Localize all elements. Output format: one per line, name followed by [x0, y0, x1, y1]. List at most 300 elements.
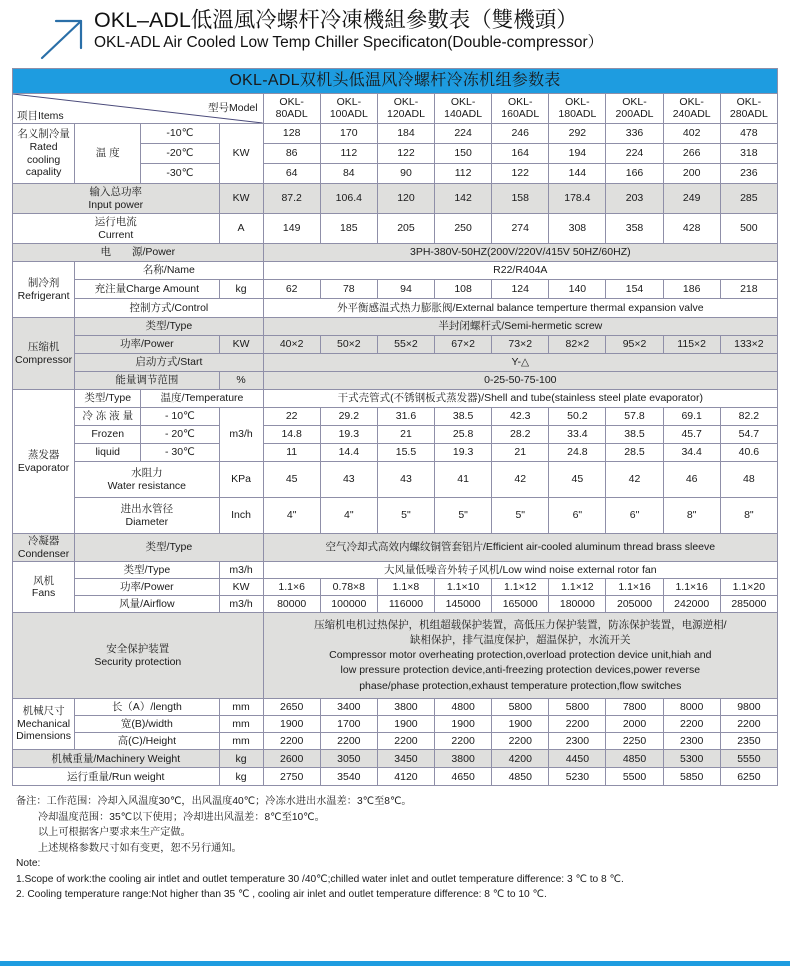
cell: 42: [492, 462, 549, 498]
cell: 5800: [549, 699, 606, 716]
cell: 112: [435, 164, 492, 184]
condenser-label: [13, 534, 75, 562]
refrigerant-name-label: 名称/Name: [75, 262, 263, 280]
items-label: 项目Items: [17, 109, 64, 122]
model-prefix: OKL-: [622, 95, 647, 108]
cell: 0.78×8: [320, 579, 377, 596]
dimension-unit: mm: [219, 699, 263, 716]
dimensions-label-en2: Dimensions: [16, 730, 71, 743]
fans-power-unit: KW: [219, 579, 263, 596]
cell: 45.7: [663, 426, 720, 444]
cell: 3050: [320, 750, 377, 768]
cell: 2200: [663, 716, 720, 733]
fans-type-label: 类型/Type: [75, 562, 219, 579]
frozen-temp: - 20℃: [141, 426, 219, 444]
security-line: 缺相保护，排气温度保护，超温保护，水流开关: [410, 633, 631, 646]
note-cn-line: 上述规格参数尺寸如有变更，恕不另行通知。: [38, 842, 242, 854]
model-column-header: [263, 94, 320, 124]
compressor-label-en: Compressor: [14, 353, 73, 366]
security-label: [13, 613, 264, 699]
cell: 140: [549, 280, 606, 299]
note-en-line: 1.Scope of work:the cooling air intlet and outlet temperature 30 /40℃;chilled water inlet and outlet temperature difference: 3 ℃ to 8 ℃.: [16, 873, 624, 885]
cell: 42.3: [492, 408, 549, 426]
cell: 308: [549, 214, 606, 244]
cell: 2200: [435, 733, 492, 750]
diameter-unit: Inch: [219, 498, 263, 534]
evaporator-type-label: 类型/Type: [75, 390, 141, 408]
security-text: [263, 613, 777, 699]
note-cn-line: 以上可根据客户要求来生产定做。: [38, 827, 191, 839]
cell: 62: [263, 280, 320, 299]
cell: 144: [549, 164, 606, 184]
cell: 2350: [720, 733, 777, 750]
model-suffix: 140ADL: [444, 107, 483, 120]
cell: 158: [492, 184, 549, 214]
cell: 115×2: [663, 336, 720, 354]
cell: 236: [720, 164, 777, 184]
power-supply-value: 3PH-380V-50HZ(200V/220V/415V 50HZ/60HZ): [263, 244, 777, 262]
cell: 4": [320, 498, 377, 534]
cell: 124: [492, 280, 549, 299]
cell: 38.5: [435, 408, 492, 426]
cell: 266: [663, 144, 720, 164]
cell: 166: [606, 164, 663, 184]
cell: 402: [663, 124, 720, 144]
cell: 2600: [263, 750, 320, 768]
dimension-row-name: 高(C)/Height: [75, 733, 219, 750]
cell: 242000: [663, 596, 720, 613]
cell: 5": [435, 498, 492, 534]
model-suffix: 80ADL: [275, 107, 308, 120]
cell: 164: [492, 144, 549, 164]
cell: 7800: [606, 699, 663, 716]
compressor-label: [13, 318, 75, 390]
table-row: [13, 426, 778, 444]
page-title-cn: OKL–ADL低溫風冷螺杆冷凍機組參數表（雙機頭）: [94, 8, 578, 32]
model-column-header: [492, 94, 549, 124]
frozen-liquid-label-en2: liquid: [75, 444, 141, 462]
dimensions-label-en1: Mechanical: [17, 717, 71, 730]
note-cn-line: 备注：工作范围：冷却入风温度30℃，出风温度40℃；冷冻水进出水温差：3℃至8℃。: [16, 796, 412, 808]
cell: 78: [320, 280, 377, 299]
corner-diagonal-cell: [13, 94, 264, 124]
model-column-header: [435, 94, 492, 124]
cell: 1.1×16: [606, 579, 663, 596]
cell: 1900: [263, 716, 320, 733]
cell: 100000: [320, 596, 377, 613]
table-row: [13, 579, 778, 596]
temp-value: -30℃: [141, 164, 219, 184]
model-prefix: OKL-: [393, 95, 419, 108]
cell: 8": [720, 498, 777, 534]
cell: 318: [720, 144, 777, 164]
cell: 22: [263, 408, 320, 426]
cell: 1.1×8: [377, 579, 434, 596]
water-resistance-unit: KPa: [219, 462, 263, 498]
condenser-type-label: 类型/Type: [75, 534, 263, 562]
compressor-type-value: 半封闭螺杆式/Semi-hermetic screw: [263, 318, 777, 336]
cell: 285: [720, 184, 777, 214]
cell: 336: [606, 124, 663, 144]
cell: 224: [606, 144, 663, 164]
cell: 2200: [320, 733, 377, 750]
cell: 38.5: [606, 426, 663, 444]
cell: 55×2: [377, 336, 434, 354]
cell: 73×2: [492, 336, 549, 354]
cell: 500: [720, 214, 777, 244]
model-prefix: OKL-: [565, 95, 590, 108]
input-power-label-cn: 输入总功率: [89, 185, 142, 198]
table-row: [13, 534, 778, 562]
model-suffix: 100ADL: [329, 107, 368, 120]
cell: 50×2: [320, 336, 377, 354]
cell: 2750: [263, 768, 320, 786]
compressor-type-label: 类型/Type: [75, 318, 263, 336]
cell: 14.4: [320, 444, 377, 462]
table-row: [13, 244, 778, 262]
cell: 1.1×10: [435, 579, 492, 596]
model-prefix: OKL-: [679, 95, 704, 108]
cell: 185: [320, 214, 377, 244]
model-prefix: OKL-: [279, 95, 304, 108]
cell: 29.2: [320, 408, 377, 426]
cell: 2000: [606, 716, 663, 733]
note-cn-line: 冷却温度范围：35℃以下使用；冷却进出风温差：8℃至10℃。: [38, 811, 325, 823]
condenser-type-value: 空气冷却式高效内螺纹铜管套铝片/Efficient air-cooled aluminum thread brass sleeve: [263, 534, 777, 562]
cell: 4450: [549, 750, 606, 768]
dimension-row-name: 长（A）/length: [75, 699, 219, 716]
cell: 90: [377, 164, 434, 184]
condenser-label-cn: 冷凝器: [27, 535, 60, 547]
model-suffix: 160ADL: [501, 107, 540, 120]
cell: 40.6: [720, 444, 777, 462]
cell: 274: [492, 214, 549, 244]
cell: 43: [377, 462, 434, 498]
model-column-header: [720, 94, 777, 124]
cell: 4120: [377, 768, 434, 786]
security-line: 压缩机电机过热保护，机组超载保护装置，高低压力保护装置，防冻保护装置，电源逆相/: [314, 618, 727, 631]
cell: 1700: [320, 716, 377, 733]
input-power-label: [13, 184, 220, 214]
table-row: [13, 733, 778, 750]
cell: 54.7: [720, 426, 777, 444]
model-column-header: [320, 94, 377, 124]
cell: 11: [263, 444, 320, 462]
cell: 4800: [435, 699, 492, 716]
machinery-weight-label: 机械重量/Machinery Weight: [13, 750, 220, 768]
cell: 6": [549, 498, 606, 534]
fans-label-en: Fans: [31, 587, 56, 600]
cell: 9800: [720, 699, 777, 716]
title-text-group: [90, 8, 603, 52]
model-prefix: OKL-: [336, 95, 362, 108]
cell: 1.1×12: [492, 579, 549, 596]
run-weight-unit: kg: [219, 768, 263, 786]
fans-type-value: 大风量低噪音外转子风机/Low wind noise external rotor fan: [263, 562, 777, 579]
cell: 67×2: [435, 336, 492, 354]
cell: 205: [377, 214, 434, 244]
table-row: [13, 372, 778, 390]
table-row: [13, 444, 778, 462]
cell: 165000: [492, 596, 549, 613]
cell: 5": [492, 498, 549, 534]
cell: 285000: [720, 596, 777, 613]
cell: 1.1×12: [549, 579, 606, 596]
note-title: Note:: [16, 858, 41, 870]
dimensions-label-cn: 机械尺寸: [22, 705, 65, 718]
evaporator-label-en: Evaporator: [17, 461, 70, 474]
cell: 1900: [377, 716, 434, 733]
fans-airflow-unit: m3/h: [219, 596, 263, 613]
cell: 25.8: [435, 426, 492, 444]
current-unit: A: [219, 214, 263, 244]
fans-label: [13, 562, 75, 613]
dimension-row-name: 宽(B)/width: [75, 716, 219, 733]
run-weight-label: 运行重量/Run weight: [13, 768, 220, 786]
cell: 84: [320, 164, 377, 184]
frozen-temp: - 10℃: [141, 408, 219, 426]
cell: 31.6: [377, 408, 434, 426]
cell: 8": [663, 498, 720, 534]
current-label: [13, 214, 220, 244]
cell: 21: [377, 426, 434, 444]
cell: 5": [377, 498, 434, 534]
cell: 120: [377, 184, 434, 214]
cell: 186: [663, 280, 720, 299]
cell: 41: [435, 462, 492, 498]
cell: 69.1: [663, 408, 720, 426]
cell: 4850: [606, 750, 663, 768]
arrow-up-right-logo: [34, 12, 90, 66]
table-row: [13, 214, 778, 244]
cell: 112: [320, 144, 377, 164]
refrigerant-charge-label: 充注量Charge Amount: [75, 280, 219, 299]
table-row: [13, 408, 778, 426]
cell: 6250: [720, 768, 777, 786]
table-row: [13, 184, 778, 214]
cell: 2200: [720, 716, 777, 733]
cell: 246: [492, 124, 549, 144]
diameter-label-en: Diameter: [125, 515, 169, 528]
security-label-en: Security protection: [94, 655, 182, 668]
cell: 116000: [377, 596, 434, 613]
table-row: [13, 299, 778, 318]
cell: 15.5: [377, 444, 434, 462]
table-banner-row: [13, 69, 778, 94]
cell: 50.2: [549, 408, 606, 426]
frozen-unit: m3/h: [219, 408, 263, 462]
rated-cooling-label: [13, 124, 75, 184]
cell: 292: [549, 124, 606, 144]
current-label-cn: 运行电流: [94, 215, 137, 228]
note-en-line: 2. Cooling temperature range:Not higher than 35 ℃ , cooling air inlet and outlet temperature difference: 8 ℃ to 10 ℃.: [16, 889, 547, 901]
cell: 80000: [263, 596, 320, 613]
cell: 142: [435, 184, 492, 214]
cell: 218: [720, 280, 777, 299]
compressor-label-cn: 压缩机: [27, 340, 60, 353]
cell: 122: [377, 144, 434, 164]
cell: 40×2: [263, 336, 320, 354]
table-row: [13, 613, 778, 699]
cell: 43: [320, 462, 377, 498]
rated-cooling-label-en2: capality: [25, 166, 62, 179]
water-resistance-label-cn: 水阻力: [131, 466, 163, 479]
water-resistance-label-en: Water resistance: [107, 479, 187, 492]
power-supply-label: 电 源/Power: [13, 244, 264, 262]
cell: 86: [263, 144, 320, 164]
model-column-header: [606, 94, 663, 124]
cell: 178.4: [549, 184, 606, 214]
cell: 2300: [549, 733, 606, 750]
cell: 4": [263, 498, 320, 534]
cell: 48: [720, 462, 777, 498]
cell: 21: [492, 444, 549, 462]
refrigerant-label-en: Refrigerant: [17, 289, 70, 302]
fans-label-cn: 风机: [33, 574, 55, 587]
model-suffix: 180ADL: [558, 107, 597, 120]
cell: 19.3: [320, 426, 377, 444]
cell: 14.8: [263, 426, 320, 444]
page-title-en: OKL-ADL Air Cooled Low Temp Chiller Specificaton(Double-compressor）: [94, 34, 604, 52]
model-suffix: 120ADL: [386, 107, 425, 120]
frozen-liquid-label-en1: Frozen: [75, 426, 141, 444]
cell: 87.2: [263, 184, 320, 214]
cell: 5800: [492, 699, 549, 716]
model-column-header: [663, 94, 720, 124]
cell: 358: [606, 214, 663, 244]
table-row: [13, 354, 778, 372]
cell: 95×2: [606, 336, 663, 354]
table-row: [13, 716, 778, 733]
machinery-weight-unit: kg: [219, 750, 263, 768]
evaporator-temp-label: 温度/Temperature: [141, 390, 263, 408]
cell: 3400: [320, 699, 377, 716]
refrigerant-control-value: 外平衡感温式热力膨胀阀/External balance temperture thermal expansion valve: [263, 299, 777, 318]
cell: 2250: [606, 733, 663, 750]
table-row: [13, 280, 778, 299]
table-row: [13, 262, 778, 280]
cell: 150: [435, 144, 492, 164]
cell: 57.8: [606, 408, 663, 426]
water-resistance-label: [75, 462, 219, 498]
cell: 3800: [435, 750, 492, 768]
fans-type-unit: m3/h: [219, 562, 263, 579]
rated-cooling-label-en1: Rated cooling: [26, 140, 61, 166]
cell: 5230: [549, 768, 606, 786]
frozen-liquid-label-cn: 冷 冻 液 量: [75, 408, 141, 426]
cell: 42: [606, 462, 663, 498]
model-suffix: 200ADL: [615, 107, 654, 120]
refrigerant-name-value: R22/R404A: [263, 262, 777, 280]
cell: 170: [320, 124, 377, 144]
cell: 4850: [492, 768, 549, 786]
model-label: 型号Model: [208, 102, 258, 114]
security-line: phase/phase protection,exhaust temperature protection,flow switches: [359, 679, 682, 692]
fans-airflow-label: 风量/Airflow: [75, 596, 219, 613]
dimensions-label: [13, 699, 75, 750]
security-line: low pressure protection device,anti-freezing protection devices,power reverse: [340, 664, 701, 677]
temp-value: -20℃: [141, 144, 219, 164]
cell: 133×2: [720, 336, 777, 354]
table-row: [13, 750, 778, 768]
cell: 82.2: [720, 408, 777, 426]
table-row: [13, 390, 778, 408]
table-row: [13, 596, 778, 613]
specification-table: [12, 68, 778, 786]
cell: 5500: [606, 768, 663, 786]
model-column-header: [377, 94, 434, 124]
cell: 3450: [377, 750, 434, 768]
cell: 108: [435, 280, 492, 299]
table-row: [13, 768, 778, 786]
cell: 149: [263, 214, 320, 244]
cell: 4200: [492, 750, 549, 768]
refrigerant-control-label: 控制方式/Control: [75, 299, 263, 318]
cell: 1.1×16: [663, 579, 720, 596]
refrigerant-charge-unit: kg: [219, 280, 263, 299]
diameter-label-cn: 进出水管径: [120, 502, 174, 515]
cell: 1900: [435, 716, 492, 733]
cell: 194: [549, 144, 606, 164]
table-row: [13, 498, 778, 534]
table-row: [13, 699, 778, 716]
evaporator-label: [13, 390, 75, 534]
cell: 180000: [549, 596, 606, 613]
model-suffix: 280ADL: [729, 107, 768, 120]
cell: 106.4: [320, 184, 377, 214]
compressor-capacity-label: 能量调节范围: [75, 372, 219, 390]
cell: 33.4: [549, 426, 606, 444]
compressor-power-unit: KW: [219, 336, 263, 354]
cell: 2200: [377, 733, 434, 750]
cell: 64: [263, 164, 320, 184]
cell: 250: [435, 214, 492, 244]
cell: 5850: [663, 768, 720, 786]
cell: 184: [377, 124, 434, 144]
cell: 154: [606, 280, 663, 299]
title-block: [0, 0, 790, 68]
cell: 428: [663, 214, 720, 244]
dimension-unit: mm: [219, 733, 263, 750]
cell: 2650: [263, 699, 320, 716]
bottom-accent-bar: [0, 961, 790, 966]
cell: 28.2: [492, 426, 549, 444]
temp-value: -10℃: [141, 124, 219, 144]
cell: 94: [377, 280, 434, 299]
cell: 1.1×6: [263, 579, 320, 596]
cell: 19.3: [435, 444, 492, 462]
model-header-row: [13, 94, 778, 124]
cell: 249: [663, 184, 720, 214]
compressor-capacity-unit: %: [219, 372, 263, 390]
refrigerant-label-cn: 制冷剂: [27, 276, 60, 289]
compressor-power-label: 功率/Power: [75, 336, 219, 354]
cell: 5550: [720, 750, 777, 768]
cell: 4650: [435, 768, 492, 786]
dimension-unit: mm: [219, 716, 263, 733]
cell: 1.1×20: [720, 579, 777, 596]
cell: 2200: [492, 733, 549, 750]
table-row: [13, 336, 778, 354]
cell: 122: [492, 164, 549, 184]
cell: 45: [263, 462, 320, 498]
compressor-start-value: Y-△: [263, 354, 777, 372]
security-line: Compressor motor overheating protection,overload protection device unit,hiah and: [329, 649, 712, 662]
temperature-label: 温 度: [75, 124, 141, 184]
banner-title: OKL-ADL双机头低温风冷螺杆冷冻机组参数表: [13, 69, 778, 94]
cell: 28.5: [606, 444, 663, 462]
cell: 46: [663, 462, 720, 498]
